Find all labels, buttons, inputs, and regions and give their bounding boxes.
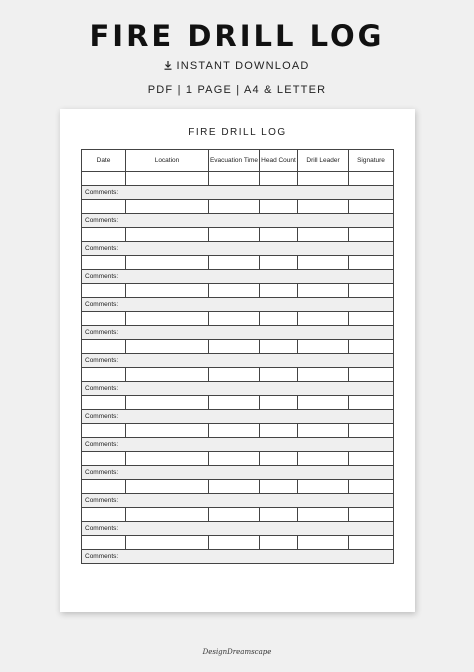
comments-label: Comments: xyxy=(85,245,119,252)
table-row xyxy=(82,200,394,214)
signature-cell[interactable] xyxy=(349,424,394,438)
date-cell[interactable] xyxy=(82,452,126,466)
head-count-cell[interactable] xyxy=(260,396,298,410)
comments-label: Comments: xyxy=(85,273,119,280)
comments-cell[interactable] xyxy=(82,438,394,452)
drill-leader-cell[interactable] xyxy=(298,508,349,522)
drill-leader-cell[interactable] xyxy=(298,172,349,186)
head-count-cell[interactable] xyxy=(260,284,298,298)
table-row xyxy=(82,536,394,550)
comments-cell[interactable] xyxy=(82,382,394,396)
head-count-cell[interactable] xyxy=(260,424,298,438)
signature-cell[interactable] xyxy=(349,228,394,242)
location-cell[interactable] xyxy=(126,536,209,550)
comments-cell[interactable] xyxy=(82,270,394,284)
head-count-cell[interactable] xyxy=(260,200,298,214)
log-sheet xyxy=(60,109,415,612)
location-cell[interactable] xyxy=(126,172,209,186)
table-row xyxy=(82,508,394,522)
evacuation-time-cell[interactable] xyxy=(209,200,260,214)
comments-cell[interactable] xyxy=(82,326,394,340)
comments-label: Comments: xyxy=(85,301,119,308)
comments-cell[interactable] xyxy=(82,186,394,200)
signature-cell[interactable] xyxy=(349,340,394,354)
head-count-cell[interactable] xyxy=(260,452,298,466)
evacuation-time-cell[interactable] xyxy=(209,508,260,522)
drill-leader-cell[interactable] xyxy=(298,200,349,214)
head-count-cell[interactable] xyxy=(260,368,298,382)
evacuation-time-cell[interactable] xyxy=(209,340,260,354)
table-row xyxy=(82,256,394,270)
evacuation-time-cell[interactable] xyxy=(209,256,260,270)
comment-row xyxy=(82,186,394,200)
location-cell[interactable] xyxy=(126,228,209,242)
log-body xyxy=(82,172,394,564)
table-row xyxy=(82,396,394,410)
date-cell[interactable] xyxy=(82,396,126,410)
location-cell[interactable] xyxy=(126,340,209,354)
comments-cell[interactable] xyxy=(82,214,394,228)
location-cell[interactable] xyxy=(126,284,209,298)
signature-cell[interactable] xyxy=(349,536,394,550)
format-info: PDF | 1 PAGE | A4 & LETTER xyxy=(147,84,327,96)
signature-cell[interactable] xyxy=(349,452,394,466)
location-cell[interactable] xyxy=(126,508,209,522)
column-header-date: Date xyxy=(82,150,126,172)
table-row xyxy=(82,368,394,382)
location-cell[interactable] xyxy=(126,480,209,494)
comments-cell[interactable] xyxy=(82,298,394,312)
drill-leader-cell[interactable] xyxy=(298,480,349,494)
table-row xyxy=(82,340,394,354)
evacuation-time-cell[interactable] xyxy=(209,424,260,438)
date-cell[interactable] xyxy=(82,284,126,298)
date-cell[interactable] xyxy=(82,200,126,214)
comment-row xyxy=(82,466,394,480)
comment-row xyxy=(82,494,394,508)
signature-cell[interactable] xyxy=(349,368,394,382)
date-cell[interactable] xyxy=(82,536,126,550)
table-row xyxy=(82,480,394,494)
download-icon xyxy=(164,61,172,70)
drill-leader-cell[interactable] xyxy=(298,396,349,410)
location-cell[interactable] xyxy=(126,424,209,438)
comments-label: Comments: xyxy=(85,189,119,196)
location-cell[interactable] xyxy=(126,452,209,466)
comment-row xyxy=(82,438,394,452)
comments-label: Comments: xyxy=(85,441,119,448)
drill-leader-cell[interactable] xyxy=(298,340,349,354)
comment-row xyxy=(82,522,394,536)
head-count-cell[interactable] xyxy=(260,508,298,522)
column-header-evacuation-time: Evacuation Time xyxy=(209,150,260,172)
instant-download-label xyxy=(0,59,474,73)
head-count-cell[interactable] xyxy=(260,172,298,186)
head-count-cell[interactable] xyxy=(260,312,298,326)
evacuation-time-cell[interactable] xyxy=(209,284,260,298)
comments-label: Comments: xyxy=(85,385,119,392)
comments-cell[interactable] xyxy=(82,466,394,480)
comments-label: Comments: xyxy=(85,413,119,420)
column-header-drill-leader: Drill Leader xyxy=(298,150,349,172)
page-title: FIRE DRILL LOG xyxy=(89,19,385,53)
signature-cell[interactable] xyxy=(349,172,394,186)
evacuation-time-cell[interactable] xyxy=(209,172,260,186)
head-count-cell[interactable] xyxy=(260,228,298,242)
comments-label: Comments: xyxy=(85,357,119,364)
evacuation-time-cell[interactable] xyxy=(209,396,260,410)
designer-signature: DesignDreamscape xyxy=(202,648,272,656)
drill-leader-cell[interactable] xyxy=(298,312,349,326)
comments-label: Comments: xyxy=(85,217,119,224)
date-cell[interactable] xyxy=(82,368,126,382)
head-count-cell[interactable] xyxy=(260,536,298,550)
signature-cell[interactable] xyxy=(349,200,394,214)
signature-cell[interactable] xyxy=(349,508,394,522)
comments-label: Comments: xyxy=(85,553,119,560)
drill-leader-cell[interactable] xyxy=(298,452,349,466)
evacuation-time-cell[interactable] xyxy=(209,228,260,242)
download-text: INSTANT DOWNLOAD xyxy=(176,60,310,72)
comment-row xyxy=(82,550,394,564)
evacuation-time-cell[interactable] xyxy=(209,536,260,550)
date-cell[interactable] xyxy=(82,424,126,438)
comments-cell[interactable] xyxy=(82,410,394,424)
signature-cell[interactable] xyxy=(349,284,394,298)
signature-cell[interactable] xyxy=(349,256,394,270)
drill-leader-cell[interactable] xyxy=(298,536,349,550)
table-row xyxy=(82,452,394,466)
head-count-cell[interactable] xyxy=(260,340,298,354)
signature-cell[interactable] xyxy=(349,480,394,494)
drill-leader-cell[interactable] xyxy=(298,424,349,438)
head-count-cell[interactable] xyxy=(260,480,298,494)
table-row xyxy=(82,228,394,242)
date-cell[interactable] xyxy=(82,228,126,242)
comment-row xyxy=(82,270,394,284)
drill-leader-cell[interactable] xyxy=(298,284,349,298)
drill-leader-cell[interactable] xyxy=(298,256,349,270)
drill-leader-cell[interactable] xyxy=(298,368,349,382)
evacuation-time-cell[interactable] xyxy=(209,368,260,382)
date-cell[interactable] xyxy=(82,256,126,270)
location-cell[interactable] xyxy=(126,200,209,214)
table-row xyxy=(82,284,394,298)
comments-label: Comments: xyxy=(85,525,119,532)
comments-cell[interactable] xyxy=(82,522,394,536)
date-cell[interactable] xyxy=(82,508,126,522)
comment-row xyxy=(82,242,394,256)
comments-cell[interactable] xyxy=(82,550,394,564)
comments-cell[interactable] xyxy=(82,494,394,508)
table-row xyxy=(82,172,394,186)
signature-cell[interactable] xyxy=(349,396,394,410)
head-count-cell[interactable] xyxy=(260,256,298,270)
date-cell[interactable] xyxy=(82,172,126,186)
sheet-title: FIRE DRILL LOG xyxy=(188,127,287,138)
comment-row xyxy=(82,214,394,228)
comments-cell[interactable] xyxy=(82,242,394,256)
location-cell[interactable] xyxy=(126,396,209,410)
comments-cell[interactable] xyxy=(82,354,394,368)
evacuation-time-cell[interactable] xyxy=(209,452,260,466)
comment-row xyxy=(82,298,394,312)
comments-label: Comments: xyxy=(85,497,119,504)
location-cell[interactable] xyxy=(126,256,209,270)
signature-cell[interactable] xyxy=(349,312,394,326)
date-cell[interactable] xyxy=(82,480,126,494)
drill-leader-cell[interactable] xyxy=(298,228,349,242)
date-cell[interactable] xyxy=(82,312,126,326)
location-cell[interactable] xyxy=(126,312,209,326)
comment-row xyxy=(82,382,394,396)
column-header-head-count: Head Count xyxy=(260,150,298,172)
table-header-row xyxy=(82,150,394,172)
evacuation-time-cell[interactable] xyxy=(209,312,260,326)
fire-drill-log-table xyxy=(81,149,394,564)
date-cell[interactable] xyxy=(82,340,126,354)
comment-row xyxy=(82,410,394,424)
location-cell[interactable] xyxy=(126,368,209,382)
column-header-signature: Signature xyxy=(349,150,394,172)
comment-row xyxy=(82,354,394,368)
comments-label: Comments: xyxy=(85,469,119,476)
column-header-location: Location xyxy=(126,150,209,172)
comments-label: Comments: xyxy=(85,329,119,336)
evacuation-time-cell[interactable] xyxy=(209,480,260,494)
comment-row xyxy=(82,326,394,340)
table-row xyxy=(82,312,394,326)
table-row xyxy=(82,424,394,438)
